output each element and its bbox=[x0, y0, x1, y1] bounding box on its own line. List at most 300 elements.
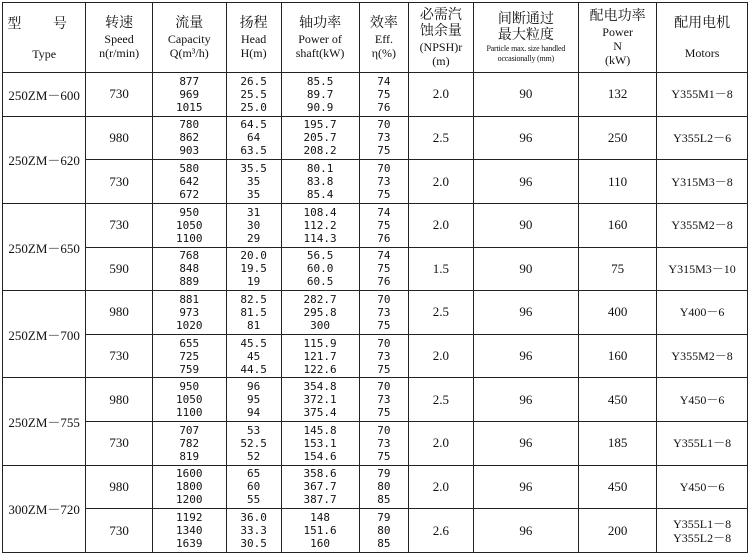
cell-shaft-power bbox=[281, 334, 359, 378]
header-particle-en2: occasionally (mm) bbox=[497, 53, 555, 63]
cell-capacity bbox=[152, 378, 226, 422]
cell-particle-size: 96 bbox=[473, 509, 579, 553]
cell-type: 250ZM－600 bbox=[3, 73, 86, 117]
cell-capacity-value: 1192 bbox=[176, 511, 203, 525]
cell-efficiency-value: 75 bbox=[377, 262, 391, 276]
cell-head bbox=[226, 247, 281, 291]
cell-head-value: 33.3 bbox=[240, 524, 267, 538]
cell-npsh: 2.6 bbox=[409, 509, 473, 553]
cell-head-value: 30.5 bbox=[240, 537, 267, 551]
cell-power: 132 bbox=[579, 73, 657, 117]
motor-model: Y355L1－8 bbox=[673, 516, 732, 531]
cell-head-value: 52.5 bbox=[240, 436, 267, 450]
cell-efficiency bbox=[359, 73, 409, 117]
cell-head bbox=[226, 422, 281, 466]
cell-head-value: 96 bbox=[246, 380, 261, 394]
cell-particle-size: 96 bbox=[473, 116, 579, 160]
cell-efficiency-value: 79 bbox=[377, 511, 391, 525]
cell-efficiency bbox=[359, 509, 409, 553]
cell-shaft-power bbox=[281, 509, 359, 553]
cell-capacity-value: 725 bbox=[179, 349, 200, 363]
cell-efficiency bbox=[359, 116, 409, 160]
cell-efficiency-value: 70 bbox=[377, 292, 391, 306]
cell-head-value: 64.5 bbox=[240, 118, 267, 132]
cell-efficiency-value: 75 bbox=[377, 318, 391, 332]
cell-capacity-value: 973 bbox=[179, 305, 200, 319]
cell-head-value: 36.0 bbox=[240, 511, 267, 525]
cell-shaft-power-value: 300 bbox=[310, 318, 331, 332]
cell-particle-size: 90 bbox=[473, 203, 579, 247]
cell-head-value: 60 bbox=[246, 480, 261, 494]
header-npsh bbox=[409, 3, 473, 73]
cell-shaft-power-value: 208.2 bbox=[303, 144, 337, 158]
cell-speed: 730 bbox=[86, 73, 152, 117]
cell-particle-size: 96 bbox=[473, 378, 579, 422]
cell-npsh: 2.0 bbox=[409, 160, 473, 204]
cell-head bbox=[226, 73, 281, 117]
cell-npsh: 2.5 bbox=[409, 116, 473, 160]
cell-type: 250ZM－650 bbox=[3, 203, 86, 290]
header-type-en: Type bbox=[32, 47, 57, 61]
cell-efficiency-value: 85 bbox=[377, 537, 391, 551]
cell-shaft-power-value: 121.7 bbox=[303, 349, 337, 363]
table-row bbox=[3, 334, 748, 378]
cell-efficiency-value: 75 bbox=[377, 449, 391, 463]
header-motor-en: Motors bbox=[684, 45, 720, 60]
cell-shaft-power bbox=[281, 291, 359, 335]
cell-head-value: 81.5 bbox=[240, 305, 267, 319]
header-capacity bbox=[152, 3, 226, 73]
motor-model: Y400－6 bbox=[679, 305, 725, 320]
cell-efficiency-value: 85 bbox=[377, 493, 391, 507]
cell-motor bbox=[657, 203, 748, 247]
cell-speed: 730 bbox=[86, 160, 152, 204]
cell-power: 110 bbox=[579, 160, 657, 204]
cell-speed: 730 bbox=[86, 422, 152, 466]
cell-capacity-value: 848 bbox=[179, 262, 200, 276]
cell-head-value: 63.5 bbox=[240, 144, 267, 158]
header-speed bbox=[86, 3, 152, 73]
cell-efficiency-value: 75 bbox=[377, 188, 391, 202]
cell-capacity-value: 1020 bbox=[176, 318, 203, 332]
cell-motor bbox=[657, 73, 748, 117]
cell-efficiency bbox=[359, 203, 409, 247]
cell-motor bbox=[657, 116, 748, 160]
cell-motor bbox=[657, 465, 748, 509]
cell-type: 250ZM－755 bbox=[3, 378, 86, 465]
cell-head-value: 53 bbox=[246, 423, 261, 437]
cell-efficiency-value: 76 bbox=[377, 100, 391, 114]
header-power-en2: N bbox=[613, 38, 622, 53]
cell-capacity-value: 950 bbox=[179, 205, 200, 219]
cell-head bbox=[226, 465, 281, 509]
cell-capacity-value: 1050 bbox=[176, 218, 203, 232]
cell-capacity bbox=[152, 203, 226, 247]
motor-model: Y315M3－10 bbox=[668, 261, 736, 276]
cell-efficiency-value: 75 bbox=[377, 218, 391, 232]
header-speed-en2: n(r/min) bbox=[99, 45, 140, 60]
cell-shaft-power bbox=[281, 116, 359, 160]
cell-capacity-value: 1800 bbox=[176, 480, 203, 494]
header-motor bbox=[657, 3, 748, 73]
cell-capacity bbox=[152, 160, 226, 204]
cell-speed: 590 bbox=[86, 247, 152, 291]
cell-npsh: 2.0 bbox=[409, 203, 473, 247]
cell-motor bbox=[657, 509, 748, 553]
motor-model: Y355L2－6 bbox=[673, 130, 732, 145]
cell-efficiency-value: 80 bbox=[377, 524, 391, 538]
cell-shaft-power-value: 375.4 bbox=[303, 406, 337, 420]
cell-npsh: 2.5 bbox=[409, 291, 473, 335]
header-motor-cn: 配用电机 bbox=[674, 15, 731, 31]
header-npsh-en1: (NPSH)r bbox=[419, 39, 463, 54]
motor-model: Y355M1－8 bbox=[671, 87, 733, 102]
cell-efficiency bbox=[359, 247, 409, 291]
cell-motor bbox=[657, 422, 748, 466]
table-row bbox=[3, 116, 748, 160]
cell-shaft-power-value: 122.6 bbox=[303, 362, 337, 376]
cell-shaft-power bbox=[281, 378, 359, 422]
cell-efficiency-value: 74 bbox=[377, 74, 391, 88]
cell-shaft-power bbox=[281, 422, 359, 466]
cell-efficiency-value: 75 bbox=[377, 362, 391, 376]
cell-head-value: 65 bbox=[246, 467, 261, 481]
cell-head bbox=[226, 334, 281, 378]
cell-shaft-power-value: 89.7 bbox=[306, 87, 334, 101]
cell-head bbox=[226, 378, 281, 422]
cell-power: 250 bbox=[579, 116, 657, 160]
header-shaft-en1: Power of bbox=[298, 31, 342, 46]
cell-capacity-value: 782 bbox=[179, 436, 200, 450]
cell-head-value: 35 bbox=[246, 188, 261, 202]
cell-particle-size: 96 bbox=[473, 334, 579, 378]
cell-head-value: 30 bbox=[246, 218, 261, 232]
cell-shaft-power-value: 151.6 bbox=[303, 524, 337, 538]
cell-head-value: 20.0 bbox=[240, 249, 267, 263]
header-head-en1: Head bbox=[240, 31, 267, 46]
cell-shaft-power-value: 367.7 bbox=[303, 480, 337, 494]
cell-npsh: 2.5 bbox=[409, 378, 473, 422]
cell-shaft-power-value: 56.5 bbox=[306, 249, 334, 263]
cell-efficiency-value: 70 bbox=[377, 336, 391, 350]
table-row bbox=[3, 160, 748, 204]
cell-capacity-value: 642 bbox=[179, 175, 200, 189]
motor-model: Y355M2－8 bbox=[671, 349, 733, 364]
header-speed-en1: Speed bbox=[104, 31, 134, 46]
cell-capacity-value: 950 bbox=[179, 380, 200, 394]
header-capacity-en1: Capacity bbox=[167, 31, 211, 46]
header-npsh-cn2: 蚀余量 bbox=[419, 23, 462, 39]
cell-shaft-power-value: 372.1 bbox=[303, 393, 337, 407]
cell-speed: 980 bbox=[86, 291, 152, 335]
header-shaft-cn: 轴功率 bbox=[299, 15, 342, 31]
motor-model: Y355L1－8 bbox=[673, 436, 732, 451]
cell-capacity-value: 759 bbox=[179, 362, 200, 376]
cell-head-value: 31 bbox=[246, 205, 261, 219]
cell-head-value: 35.5 bbox=[240, 162, 267, 176]
cell-motor bbox=[657, 247, 748, 291]
cell-shaft-power-value: 80.1 bbox=[306, 162, 334, 176]
cell-motor bbox=[657, 291, 748, 335]
pump-spec-table bbox=[2, 2, 748, 553]
cell-type: 250ZM－620 bbox=[3, 116, 86, 203]
cell-efficiency bbox=[359, 160, 409, 204]
cell-shaft-power-value: 205.7 bbox=[303, 131, 337, 145]
cell-capacity-value: 768 bbox=[179, 249, 200, 263]
cell-head bbox=[226, 203, 281, 247]
cell-capacity bbox=[152, 422, 226, 466]
header-shaft-en2: shaft(kW) bbox=[295, 45, 345, 60]
cell-shaft-power-value: 145.8 bbox=[303, 423, 337, 437]
cell-capacity-value: 969 bbox=[179, 87, 200, 101]
cell-speed: 980 bbox=[86, 378, 152, 422]
cell-shaft-power-value: 83.8 bbox=[306, 175, 334, 189]
cell-particle-size: 90 bbox=[473, 247, 579, 291]
cell-particle-size: 96 bbox=[473, 291, 579, 335]
cell-capacity bbox=[152, 247, 226, 291]
cell-capacity bbox=[152, 291, 226, 335]
cell-power: 200 bbox=[579, 509, 657, 553]
cell-capacity-value: 862 bbox=[179, 131, 200, 145]
header-particle-size bbox=[473, 3, 579, 73]
cell-efficiency-value: 73 bbox=[377, 393, 391, 407]
table-row bbox=[3, 422, 748, 466]
cell-capacity-value: 655 bbox=[179, 336, 200, 350]
header-eff-cn: 效率 bbox=[369, 15, 398, 31]
cell-npsh: 2.0 bbox=[409, 73, 473, 117]
header-head-en2: H(m) bbox=[240, 45, 267, 60]
cell-shaft-power-value: 153.1 bbox=[303, 436, 337, 450]
cell-shaft-power-value: 295.8 bbox=[303, 305, 337, 319]
cell-head-value: 29 bbox=[246, 231, 261, 245]
header-power bbox=[579, 3, 657, 73]
cell-particle-size: 96 bbox=[473, 160, 579, 204]
cell-efficiency-value: 73 bbox=[377, 305, 391, 319]
cell-shaft-power-value: 160 bbox=[310, 537, 331, 551]
cell-head-value: 52 bbox=[246, 449, 261, 463]
table-body bbox=[3, 73, 748, 553]
cell-head bbox=[226, 160, 281, 204]
cell-speed: 980 bbox=[86, 465, 152, 509]
cell-efficiency-value: 73 bbox=[377, 175, 391, 189]
cell-shaft-power-value: 85.4 bbox=[306, 188, 334, 202]
cell-head-value: 45.5 bbox=[240, 336, 267, 350]
cell-power: 185 bbox=[579, 422, 657, 466]
cell-capacity-value: 1600 bbox=[176, 467, 203, 481]
cell-power: 400 bbox=[579, 291, 657, 335]
cell-head bbox=[226, 509, 281, 553]
cell-particle-size: 96 bbox=[473, 465, 579, 509]
cell-efficiency bbox=[359, 465, 409, 509]
cell-head-value: 35 bbox=[246, 175, 261, 189]
cell-head-value: 44.5 bbox=[240, 362, 267, 376]
cell-shaft-power bbox=[281, 465, 359, 509]
cell-efficiency-value: 74 bbox=[377, 249, 391, 263]
cell-head-value: 25.0 bbox=[240, 100, 267, 114]
header-particle-cn2: 最大粒度 bbox=[497, 27, 554, 43]
cell-capacity-value: 877 bbox=[179, 74, 200, 88]
cell-shaft-power-value: 387.7 bbox=[303, 493, 337, 507]
cell-type: 250ZM－700 bbox=[3, 291, 86, 378]
header-power-cn: 配电功率 bbox=[589, 8, 646, 24]
cell-efficiency-value: 79 bbox=[377, 467, 391, 481]
cell-efficiency bbox=[359, 334, 409, 378]
cell-head-value: 55 bbox=[246, 493, 261, 507]
cell-power: 160 bbox=[579, 203, 657, 247]
cell-head-value: 45 bbox=[246, 349, 261, 363]
header-eff-en2: η(%) bbox=[371, 45, 397, 60]
header-npsh-en2: (m) bbox=[432, 53, 450, 68]
cell-capacity bbox=[152, 465, 226, 509]
cell-speed: 730 bbox=[86, 509, 152, 553]
cell-motor bbox=[657, 160, 748, 204]
cell-efficiency-value: 75 bbox=[377, 144, 391, 158]
cell-npsh: 2.0 bbox=[409, 465, 473, 509]
cell-capacity-value: 1340 bbox=[176, 524, 203, 538]
cell-efficiency-value: 73 bbox=[377, 131, 391, 145]
cell-shaft-power-value: 154.6 bbox=[303, 449, 337, 463]
cell-efficiency-value: 75 bbox=[377, 406, 391, 420]
cell-efficiency-value: 70 bbox=[377, 118, 391, 132]
cell-capacity-value: 903 bbox=[179, 144, 200, 158]
cell-shaft-power bbox=[281, 160, 359, 204]
cell-capacity bbox=[152, 116, 226, 160]
cell-shaft-power-value: 148 bbox=[310, 511, 331, 525]
cell-shaft-power-value: 114.3 bbox=[303, 231, 337, 245]
cell-head-value: 94 bbox=[246, 406, 261, 420]
cell-capacity-value: 881 bbox=[179, 292, 200, 306]
cell-head-value: 25.5 bbox=[240, 87, 267, 101]
cell-head-value: 19 bbox=[246, 275, 261, 289]
table-row bbox=[3, 203, 748, 247]
cell-head bbox=[226, 291, 281, 335]
table-row bbox=[3, 291, 748, 335]
cell-npsh: 2.0 bbox=[409, 334, 473, 378]
header-shaft-power bbox=[281, 3, 359, 73]
cell-efficiency bbox=[359, 422, 409, 466]
header-type-cn: 型 号 bbox=[7, 17, 81, 32]
cell-capacity-value: 672 bbox=[179, 188, 200, 202]
cell-power: 75 bbox=[579, 247, 657, 291]
cell-shaft-power-value: 115.9 bbox=[303, 336, 337, 350]
cell-shaft-power-value: 90.9 bbox=[306, 100, 334, 114]
cell-efficiency-value: 74 bbox=[377, 205, 391, 219]
cell-head-value: 95 bbox=[246, 393, 261, 407]
cell-capacity bbox=[152, 509, 226, 553]
cell-shaft-power-value: 112.2 bbox=[303, 218, 337, 232]
header-type bbox=[3, 3, 86, 73]
motor-model: Y450－6 bbox=[679, 479, 725, 494]
header-row bbox=[3, 3, 748, 73]
cell-head bbox=[226, 116, 281, 160]
table-row bbox=[3, 247, 748, 291]
cell-capacity-value: 1050 bbox=[176, 393, 203, 407]
cell-head-value: 82.5 bbox=[240, 292, 267, 306]
header-head-cn: 扬程 bbox=[239, 15, 268, 31]
table-row bbox=[3, 378, 748, 422]
cell-motor bbox=[657, 378, 748, 422]
cell-efficiency-value: 75 bbox=[377, 87, 391, 101]
cell-capacity-value: 889 bbox=[179, 275, 200, 289]
cell-motor bbox=[657, 334, 748, 378]
cell-capacity-value: 707 bbox=[179, 423, 200, 437]
cell-head-value: 19.5 bbox=[240, 262, 267, 276]
header-power-en1: Power bbox=[602, 24, 633, 39]
cell-shaft-power-value: 354.8 bbox=[303, 380, 337, 394]
cell-speed: 730 bbox=[86, 334, 152, 378]
cell-efficiency-value: 70 bbox=[377, 380, 391, 394]
header-head bbox=[226, 3, 281, 73]
header-particle-en1: Particle max. size handled bbox=[486, 43, 566, 53]
header-npsh-cn1: 必需汽 bbox=[419, 7, 462, 23]
cell-shaft-power-value: 282.7 bbox=[303, 292, 337, 306]
cell-efficiency-value: 70 bbox=[377, 423, 391, 437]
header-eff-en1: Eff. bbox=[374, 31, 393, 46]
cell-efficiency-value: 80 bbox=[377, 480, 391, 494]
header-particle-cn1: 间断通过 bbox=[497, 11, 554, 27]
cell-capacity-value: 780 bbox=[179, 118, 200, 132]
cell-power: 450 bbox=[579, 465, 657, 509]
cell-efficiency-value: 76 bbox=[377, 275, 391, 289]
cell-efficiency-value: 73 bbox=[377, 349, 391, 363]
cell-type: 300ZM－720 bbox=[3, 465, 86, 552]
cell-capacity-value: 580 bbox=[179, 162, 200, 176]
cell-shaft-power-value: 60.5 bbox=[306, 275, 334, 289]
cell-npsh: 2.0 bbox=[409, 422, 473, 466]
motor-model: Y355L2－8 bbox=[673, 530, 732, 545]
cell-speed: 730 bbox=[86, 203, 152, 247]
cell-speed: 980 bbox=[86, 116, 152, 160]
cell-efficiency-value: 76 bbox=[377, 231, 391, 245]
cell-head-value: 81 bbox=[246, 318, 261, 332]
cell-capacity-value: 819 bbox=[179, 449, 200, 463]
cell-capacity-value: 1200 bbox=[176, 493, 203, 507]
cell-particle-size: 96 bbox=[473, 422, 579, 466]
cell-head-value: 26.5 bbox=[240, 74, 267, 88]
table-row bbox=[3, 509, 748, 553]
cell-power: 160 bbox=[579, 334, 657, 378]
cell-shaft-power bbox=[281, 73, 359, 117]
cell-particle-size: 90 bbox=[473, 73, 579, 117]
cell-shaft-power-value: 60.0 bbox=[306, 262, 334, 276]
header-efficiency bbox=[359, 3, 409, 73]
cell-capacity bbox=[152, 334, 226, 378]
cell-capacity-value: 1015 bbox=[176, 100, 203, 114]
header-capacity-cn: 流量 bbox=[175, 15, 204, 31]
cell-efficiency bbox=[359, 378, 409, 422]
cell-shaft-power-value: 358.6 bbox=[303, 467, 337, 481]
cell-shaft-power-value: 195.7 bbox=[303, 118, 337, 132]
motor-model: Y355M2－8 bbox=[671, 218, 733, 233]
cell-npsh: 1.5 bbox=[409, 247, 473, 291]
cell-efficiency-value: 70 bbox=[377, 162, 391, 176]
table-row bbox=[3, 73, 748, 117]
cell-capacity bbox=[152, 73, 226, 117]
cell-capacity-value: 1100 bbox=[176, 231, 203, 245]
cell-power: 450 bbox=[579, 378, 657, 422]
header-speed-cn: 转速 bbox=[105, 15, 134, 31]
cell-shaft-power-value: 85.5 bbox=[306, 74, 334, 88]
cell-head-value: 64 bbox=[246, 131, 261, 145]
cell-shaft-power bbox=[281, 203, 359, 247]
table-row bbox=[3, 465, 748, 509]
cell-capacity-value: 1100 bbox=[176, 406, 203, 420]
cell-shaft-power-value: 108.4 bbox=[303, 205, 337, 219]
cell-shaft-power bbox=[281, 247, 359, 291]
cell-capacity-value: 1639 bbox=[176, 537, 203, 551]
motor-model: Y450－6 bbox=[679, 392, 725, 407]
cell-efficiency-value: 73 bbox=[377, 436, 391, 450]
